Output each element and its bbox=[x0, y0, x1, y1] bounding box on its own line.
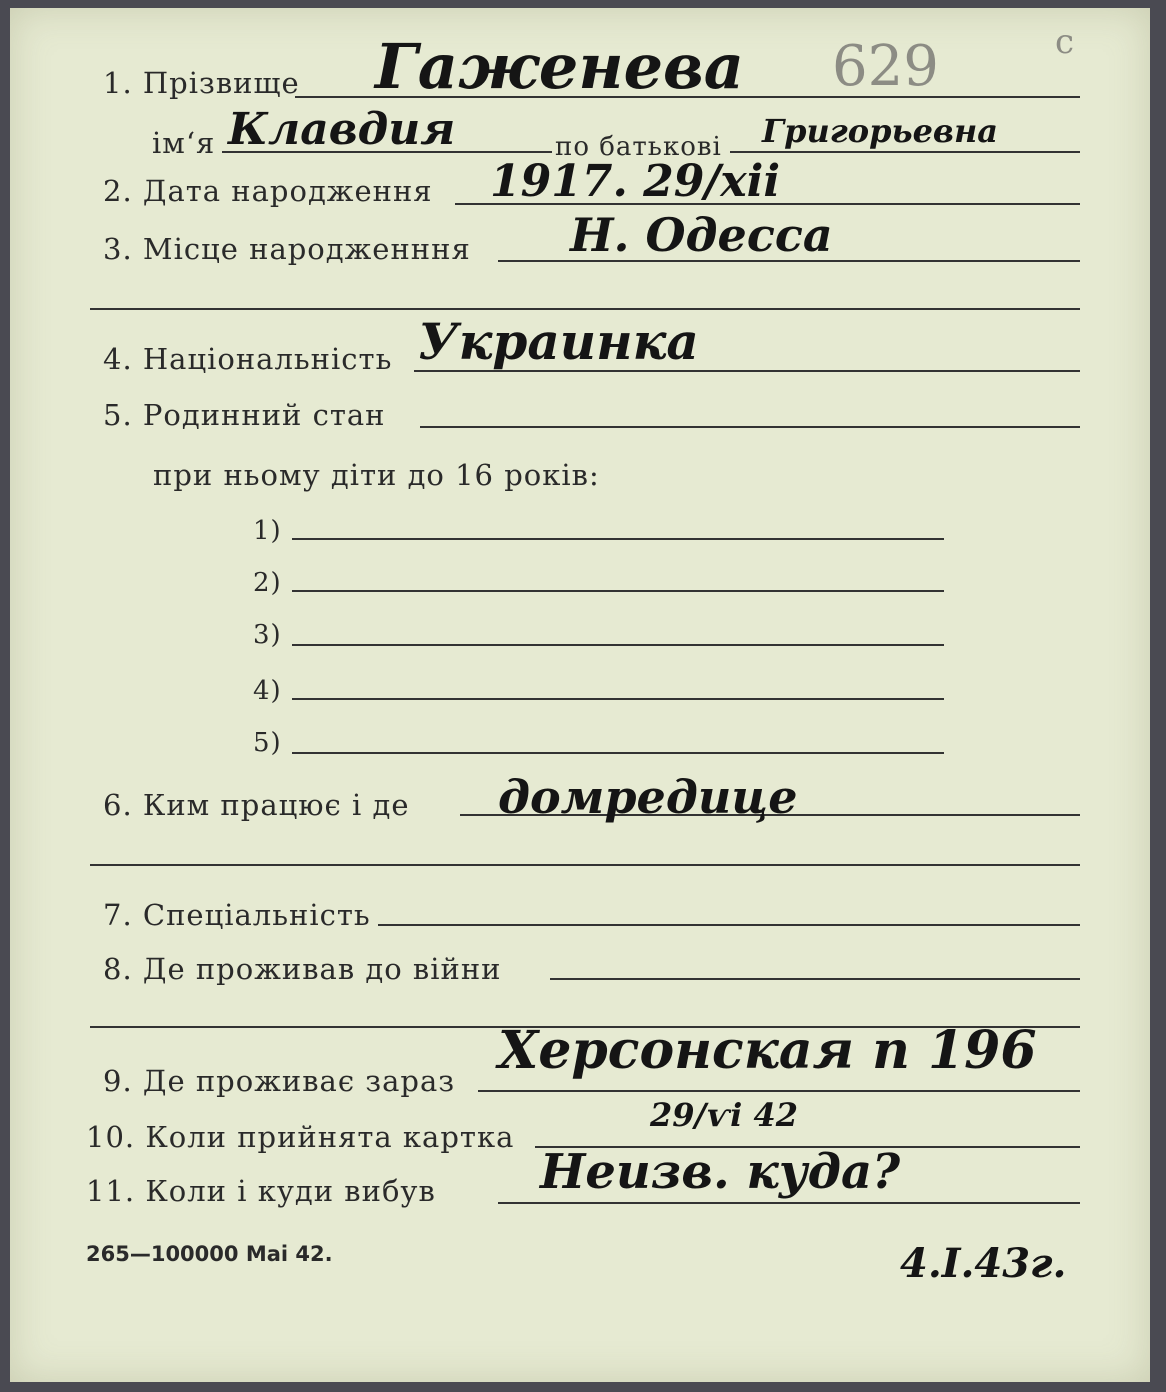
current-residence-line bbox=[478, 1090, 1080, 1092]
first-name-value: Клавдия bbox=[228, 104, 456, 155]
patronymic-value: Григорьевна bbox=[762, 112, 998, 150]
departure-line bbox=[498, 1202, 1080, 1204]
registration-card bbox=[10, 8, 1150, 1382]
nationality-label: 4. Національність bbox=[103, 342, 393, 376]
print-info: 265—100000 Mai 42. bbox=[86, 1242, 333, 1266]
child-5-line bbox=[292, 752, 944, 754]
card-accepted-value: 29/ѵі 42 bbox=[650, 1096, 798, 1134]
card-suffix: с bbox=[1055, 22, 1075, 62]
surname-value: Гаженева bbox=[375, 30, 744, 103]
occupation-label: 6. Ким працює і де bbox=[103, 788, 410, 822]
surname-label: 1. Прізвище bbox=[103, 66, 300, 100]
child-3-label: 3) bbox=[253, 620, 282, 650]
patronymic-label: по батькові bbox=[555, 132, 722, 162]
prewar-residence-label: 8. Де проживав до війни bbox=[103, 952, 502, 986]
birth-place-label: 3. Місце народженння bbox=[103, 232, 471, 266]
patronymic-line bbox=[730, 151, 1080, 153]
child-4-label: 4) bbox=[253, 676, 282, 706]
birth-date-value: 1917. 29/хіі bbox=[490, 156, 781, 207]
family-status-line bbox=[420, 426, 1080, 428]
nationality-value: Украинка bbox=[418, 312, 699, 371]
departure-label: 11. Коли і куди вибув bbox=[86, 1174, 436, 1208]
current-residence-label: 9. Де проживає зараз bbox=[103, 1064, 456, 1098]
specialty-label: 7. Спеціальність bbox=[103, 898, 371, 932]
birth-place-line-2 bbox=[90, 308, 1080, 310]
current-residence-value: Херсонская п 196 bbox=[498, 1020, 1037, 1081]
specialty-line bbox=[378, 924, 1080, 926]
card-number: 629 bbox=[832, 34, 939, 99]
birth-date-label: 2. Дата народження bbox=[103, 174, 433, 208]
prewar-residence-line bbox=[550, 978, 1080, 980]
family-status-label: 5. Родинний стан bbox=[103, 398, 386, 432]
card-accepted-label: 10. Коли прийнята картка bbox=[86, 1120, 515, 1154]
first-name-label: ім‘я bbox=[152, 126, 216, 160]
child-1-label: 1) bbox=[253, 516, 282, 546]
child-2-label: 2) bbox=[253, 568, 282, 598]
birth-place-value: Н. Одесса bbox=[570, 208, 833, 262]
child-2-line bbox=[292, 590, 944, 592]
child-5-label: 5) bbox=[253, 728, 282, 758]
departure-value: Неизв. куда? bbox=[540, 1144, 901, 1200]
occupation-value: домредице bbox=[498, 770, 798, 824]
child-4-line bbox=[292, 698, 944, 700]
occupation-line-2 bbox=[90, 864, 1080, 866]
children-label: при ньому діти до 16 років: bbox=[153, 458, 600, 492]
footer-date: 4.I.43г. bbox=[900, 1240, 1067, 1287]
child-3-line bbox=[292, 644, 944, 646]
child-1-line bbox=[292, 538, 944, 540]
